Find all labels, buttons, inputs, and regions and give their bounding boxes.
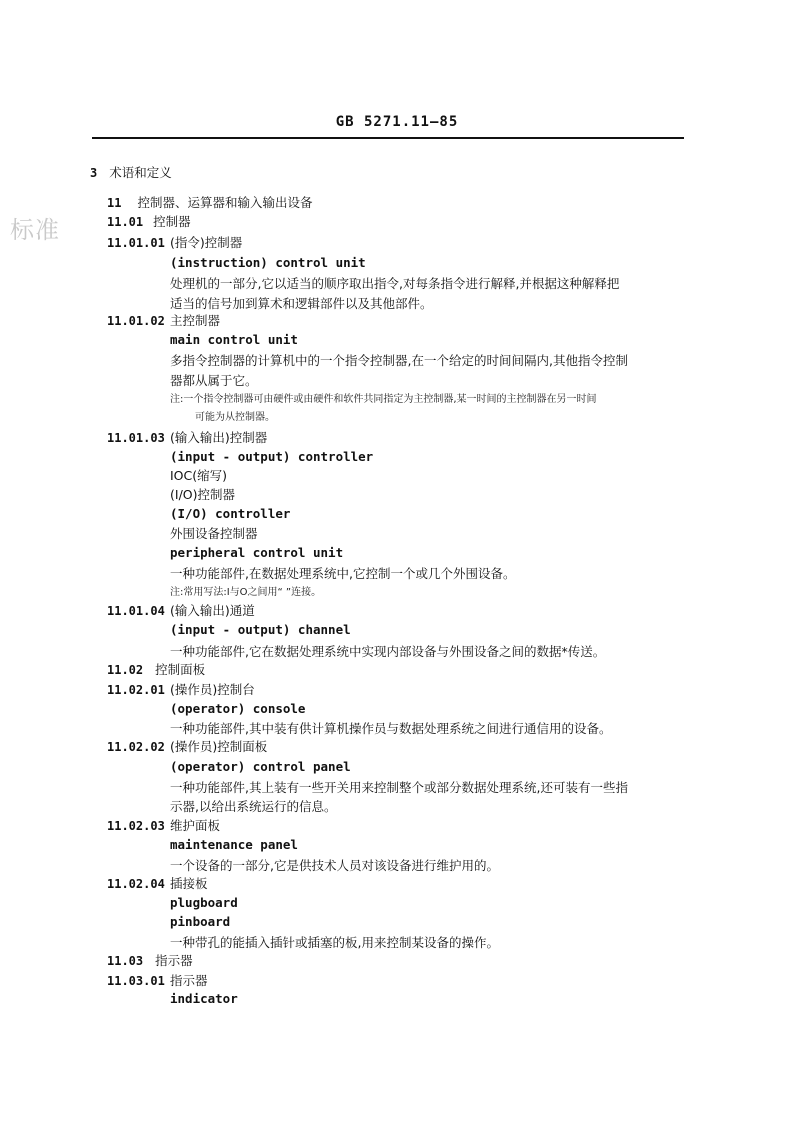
header-rule	[92, 137, 684, 139]
subsection-title: 控制面板	[155, 662, 206, 677]
term-definition: 适当的信号加到算术和逻辑部件以及其他部件。	[170, 296, 433, 311]
term-number: 11.01.02	[107, 314, 165, 328]
term-zh: (操作员)控制面板	[170, 739, 268, 754]
term-number: 11.02.03	[107, 819, 165, 833]
term-abbreviation: IOC(缩写)	[170, 468, 228, 483]
term-en: main control unit	[170, 332, 298, 347]
term-definition: 器都从属于它。	[170, 373, 258, 388]
term-zh: (输入输出)控制器	[170, 430, 268, 445]
term-zh: (输入输出)通道	[170, 603, 255, 618]
term-number: 11.03.01	[107, 974, 165, 988]
term-number: 11.02.01	[107, 683, 165, 697]
term-en: pinboard	[170, 914, 231, 929]
watermark: 标准	[10, 216, 60, 244]
subsection-11-02	[107, 662, 205, 678]
term-definition: 处理机的一部分,它以适当的顺序取出指令,对每条指令进行解释,并根据这种解释把	[170, 276, 620, 291]
term-zh: 指示器	[170, 973, 208, 988]
term-zh: 维护面板	[170, 818, 221, 833]
term-en: peripheral control unit	[170, 545, 344, 560]
term-definition: 一种功能部件,其中装有供计算机操作员与数据处理系统之间进行通信用的设备。	[170, 721, 612, 736]
term-definition: 一个设备的一部分,它是供技术人员对该设备进行维护用的。	[170, 858, 499, 873]
section-number: 3	[90, 166, 98, 180]
document-header: GB 5271.11—85	[335, 114, 459, 130]
term-zh: 插接板	[170, 876, 208, 891]
term-en: (input - output) channel	[170, 622, 351, 637]
term-zh: (指令)控制器	[170, 235, 243, 250]
subsection-11-01	[107, 214, 191, 230]
term-number: 11.01.03	[107, 431, 165, 445]
term-number: 11.01.04	[107, 604, 165, 618]
term-zh: 外围设备控制器	[170, 526, 258, 541]
term-en: maintenance panel	[170, 837, 298, 852]
term-note: 可能为从控制器。	[195, 412, 275, 423]
term-en: (instruction) control unit	[170, 255, 366, 270]
subsection-title: 控制器	[153, 214, 191, 229]
term-zh: (I/O)控制器	[170, 487, 235, 502]
term-number: 11.01.01	[107, 236, 165, 250]
subsection-number: 11.02	[107, 663, 144, 677]
term-definition: 多指令控制器的计算机中的一个指令控制器,在一个给定的时间间隔内,其他指令控制	[170, 353, 628, 368]
subsection-number: 11.01	[107, 215, 144, 229]
section-title: 术语和定义	[109, 165, 172, 180]
subsection-number: 11.03	[107, 954, 144, 968]
subsection-title: 控制器、运算器和输入输出设备	[137, 195, 313, 210]
subsection-number: 11	[107, 196, 122, 210]
section-heading	[90, 165, 172, 181]
term-en: indicator	[170, 991, 238, 1006]
term-number: 11.02.04	[107, 877, 165, 891]
term-definition: 一种功能部件,其上装有一些开关用来控制整个或部分数据处理系统,还可装有一些指	[170, 780, 628, 795]
term-en: (operator) control panel	[170, 759, 351, 774]
term-zh: (操作员)控制台	[170, 682, 255, 697]
term-definition: 一种带孔的能插入插针或插塞的板,用来控制某设备的操作。	[170, 935, 499, 950]
subsection-11-03	[107, 953, 193, 969]
term-note: 注:常用写法:I与O之间用“ ”连接。	[170, 587, 322, 598]
term-en: plugboard	[170, 895, 238, 910]
subsection-title: 指示器	[155, 953, 193, 968]
term-definition: 一种功能部件,它在数据处理系统中实现内部设备与外围设备之间的数据*传送。	[170, 644, 606, 659]
term-definition: 示器,以给出系统运行的信息。	[170, 799, 337, 814]
term-zh: 主控制器	[170, 313, 221, 328]
term-en: (operator) console	[170, 701, 306, 716]
term-en: (input - output) controller	[170, 449, 374, 464]
term-note: 注:一个指令控制器可由硬件或由硬件和软件共同指定为主控制器,某一时间的主控制器在另一时间	[170, 394, 597, 405]
subsection-11	[107, 195, 312, 211]
term-number: 11.02.02	[107, 740, 165, 754]
term-definition: 一种功能部件,在数据处理系统中,它控制一个或几个外围设备。	[170, 566, 516, 581]
term-en: (I/O) controller	[170, 506, 291, 521]
